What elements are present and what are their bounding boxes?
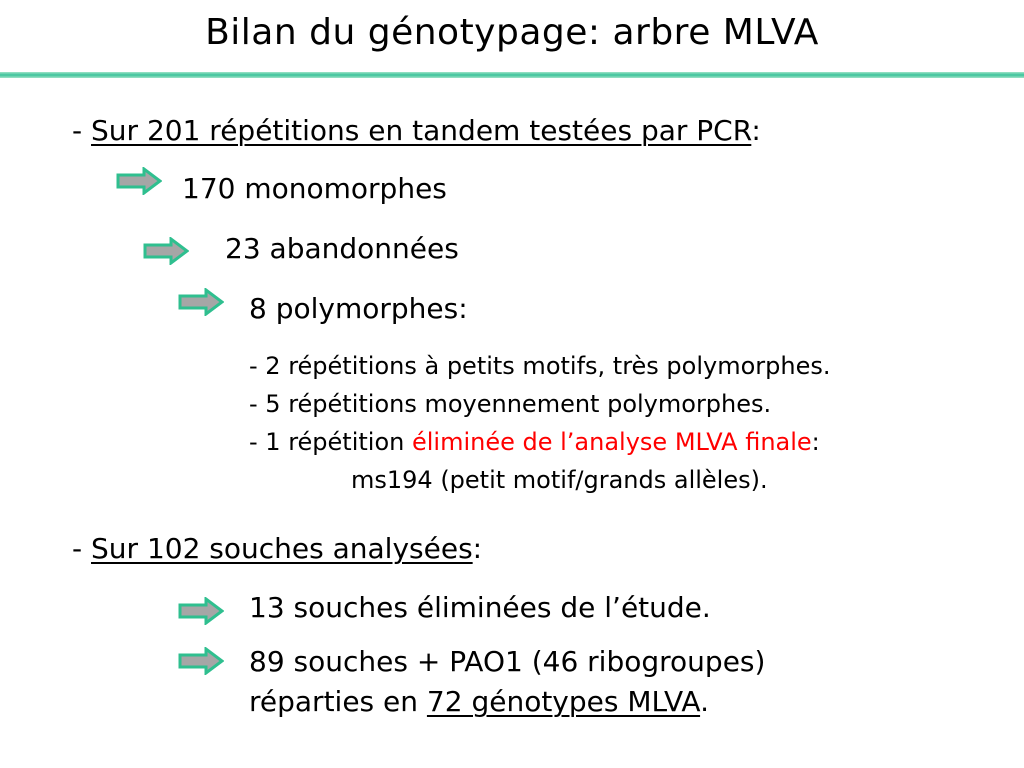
detail-moyennement: - 5 répétitions moyennement polymorphes. bbox=[249, 390, 772, 418]
arrow-right-icon bbox=[178, 288, 224, 316]
section2-line bbox=[72, 532, 482, 565]
item-souches-pao1: 89 souches + PAO1 (46 ribogroupes) bbox=[249, 645, 766, 678]
item-souches-eliminees: 13 souches éliminées de l’étude. bbox=[249, 591, 711, 624]
title-divider bbox=[0, 72, 1024, 78]
arrow-right-icon bbox=[116, 167, 162, 195]
item-polymorphes: 8 polymorphes: bbox=[249, 292, 468, 325]
detail-eliminee-colon: : bbox=[811, 428, 820, 456]
detail-eliminee-prefix: - 1 répétition bbox=[249, 428, 412, 456]
item-monomorphes: 170 monomorphes bbox=[182, 172, 447, 205]
section2-dash: - bbox=[72, 532, 92, 565]
item-genotypes bbox=[249, 685, 709, 718]
arrow-right-icon bbox=[178, 597, 224, 625]
genotypes-count: 72 génotypes MLVA bbox=[426, 685, 701, 718]
section1-heading: Sur 201 répétitions en tandem testées par PCR bbox=[91, 114, 752, 147]
detail-eliminee bbox=[249, 428, 820, 456]
section1-colon: : bbox=[751, 114, 761, 147]
section1-line bbox=[72, 114, 761, 147]
detail-eliminee-highlight: éliminée de l’analyse MLVA finale bbox=[411, 428, 812, 456]
arrow-right-icon bbox=[178, 647, 224, 675]
section2-colon: : bbox=[472, 532, 483, 565]
item-abandonnees: 23 abandonnées bbox=[225, 232, 459, 265]
genotypes-period: . bbox=[700, 685, 709, 718]
slide-title: Bilan du génotypage: arbre MLVA bbox=[205, 12, 819, 53]
arrow-right-icon bbox=[143, 237, 189, 265]
genotypes-prefix: réparties en bbox=[249, 685, 427, 718]
detail-ms194: ms194 (petit motif/grands allèles). bbox=[351, 466, 768, 494]
detail-petits-motifs: - 2 répétitions à petits motifs, très polymorphes. bbox=[249, 352, 831, 380]
section2-heading: Sur 102 souches analysées bbox=[91, 532, 473, 565]
section1-dash: - bbox=[72, 114, 92, 147]
